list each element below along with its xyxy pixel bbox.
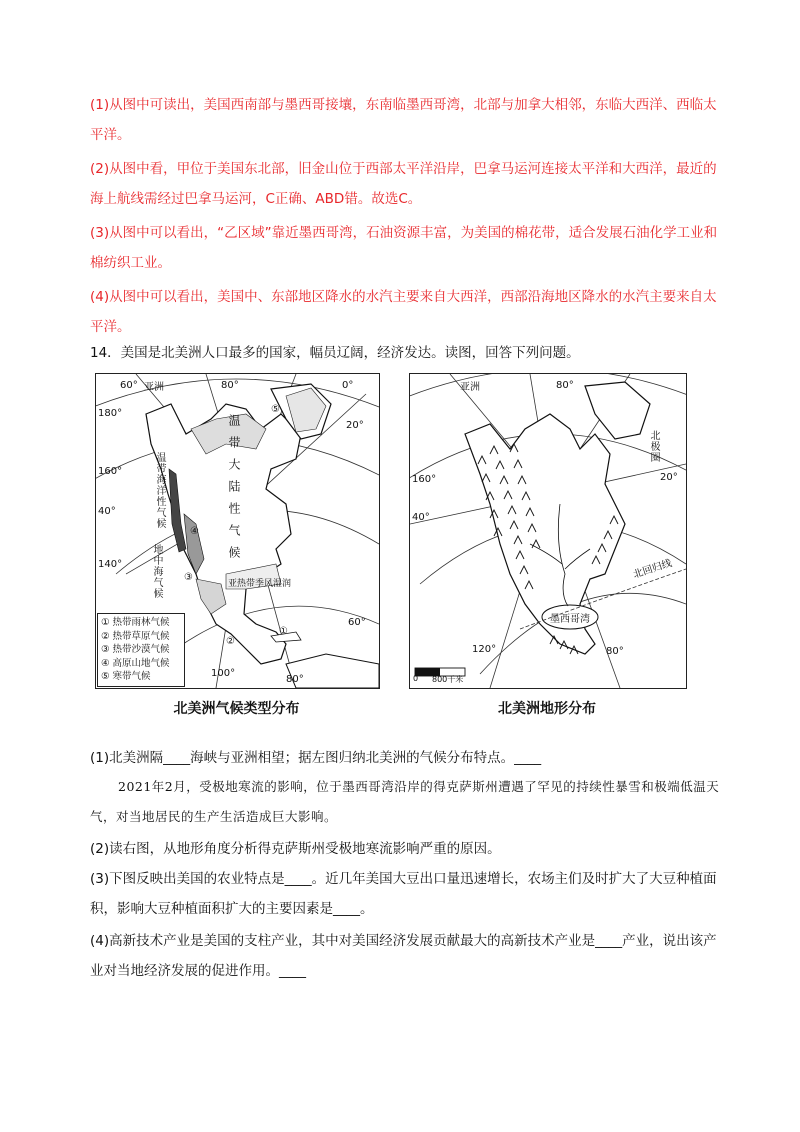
label-subtropical-humid: 亚热带季风湿润 bbox=[228, 579, 292, 589]
legend-item: ④ 高原山地气候 bbox=[101, 657, 170, 669]
legend-item: ② 热带草原气候 bbox=[101, 630, 170, 642]
marker-2: ② bbox=[226, 636, 235, 647]
marker-4: ④ bbox=[190, 526, 199, 537]
label-60: 60° bbox=[348, 617, 366, 628]
greenland-outline bbox=[585, 382, 650, 439]
label-temperate-marine: 温带海洋性气候 bbox=[154, 452, 165, 529]
answer-4: (4)从图中可以看出，美国中、东部地区降水的水汽主要来自大西洋，西部沿海地区降水的水汽主要来自太平洋。 bbox=[90, 289, 717, 335]
legend-item: ① 热带雨林气候 bbox=[101, 617, 170, 628]
terrain-map-graphic bbox=[410, 374, 686, 688]
label-140: 140° bbox=[98, 559, 123, 570]
terrain-map bbox=[409, 373, 687, 689]
question-2: (2)读右图，从地形角度分析得克萨斯州受极地寒流影响严重的原因。 bbox=[90, 841, 501, 857]
label-arctic-circle: 北极圈 bbox=[648, 430, 659, 463]
question-passage: 2021年2月，受极地寒流的影响，位于墨西哥湾沿岸的得克萨斯州遭遇了罕见的持续性暴雪和极端低温天气，对当地居民的生产生活造成巨大影响。 bbox=[90, 779, 720, 824]
label-20: 20° bbox=[660, 472, 678, 483]
legend-item: ⑤ 寒带气候 bbox=[101, 671, 151, 682]
label-80b: 80° bbox=[286, 674, 304, 685]
label-100: 100° bbox=[211, 668, 236, 679]
marker-3: ③ bbox=[184, 572, 193, 583]
label-80: 80° bbox=[221, 380, 239, 391]
marker-1: ① bbox=[279, 626, 288, 637]
label-80b: 80° bbox=[606, 646, 624, 657]
label-120: 120° bbox=[472, 644, 497, 655]
legend-item: ③ 热带沙漠气候 bbox=[101, 644, 170, 655]
label-asia: 亚洲 bbox=[460, 382, 480, 393]
answer-3: (3)从图中可以看出，“乙区域”靠近墨西哥湾，石油资源丰富，为美国的棉花带，适合发展石油化学工业和棉纺织工业。 bbox=[90, 225, 718, 271]
climate-map-caption: 北美洲气候类型分布 bbox=[173, 701, 300, 717]
scale-zero: 0 bbox=[413, 674, 419, 683]
label-20: 20° bbox=[346, 420, 364, 431]
terrain-map-caption: 北美洲地形分布 bbox=[498, 701, 596, 717]
label-tropic: 北回归线 bbox=[631, 557, 674, 581]
question-3: (3)下图反映出美国的农业特点是____。近几年美国大豆出口量迅速增长，农场主们及时扩大了大豆种植面积，影响大豆种植面积扩大的主要因素是____。 bbox=[90, 871, 717, 917]
climate-map bbox=[95, 373, 380, 689]
label-160: 160° bbox=[98, 466, 123, 477]
answer-1: (1)从图中可读出，美国西南部与墨西哥接壤，东南临墨西哥湾，北部与加拿大相邻，东临大西洋、西临太平洋。 bbox=[90, 97, 717, 143]
label-temperate-continental: 温带大陆性气候 bbox=[227, 414, 241, 568]
label-160: 160° bbox=[412, 474, 437, 485]
question-1: (1)北美洲隔____海峡与亚洲相望；据左图归纳北美洲的气候分布特点。____ bbox=[90, 750, 542, 766]
label-40: 40° bbox=[98, 506, 116, 517]
label-gulf-of-mexico: 墨西哥湾 bbox=[550, 614, 590, 625]
marker-5: ⑤ bbox=[271, 404, 280, 415]
label-80: 80° bbox=[556, 380, 574, 391]
scale-label: 800千米 bbox=[432, 675, 464, 684]
question-4: (4)高新技术产业是美国的支柱产业，其中对美国经济发展贡献最大的高新技术产业是____产业，说出该产业对当地经济发展的促进作用。____ bbox=[90, 933, 717, 979]
label-asia: 亚洲 bbox=[144, 382, 164, 393]
label-0: 0° bbox=[342, 380, 354, 391]
label-60w: 60° bbox=[120, 380, 138, 391]
label-40: 40° bbox=[412, 512, 430, 523]
answer-2: (2)从图中看，甲位于美国东北部，旧金山位于西部太平洋沿岸，巴拿马运河连接太平洋和大西洋，最近的海上航线需经过巴拿马运河，C正确、ABD错。故选C。 bbox=[90, 161, 717, 207]
label-180: 180° bbox=[98, 408, 123, 419]
climate-legend bbox=[97, 613, 185, 687]
label-mediterranean: 地中海气候 bbox=[151, 544, 162, 599]
question-stem: 14．美国是北美洲人口最多的国家，幅员辽阔，经济发达。读图，回答下列问题。 bbox=[90, 345, 580, 361]
